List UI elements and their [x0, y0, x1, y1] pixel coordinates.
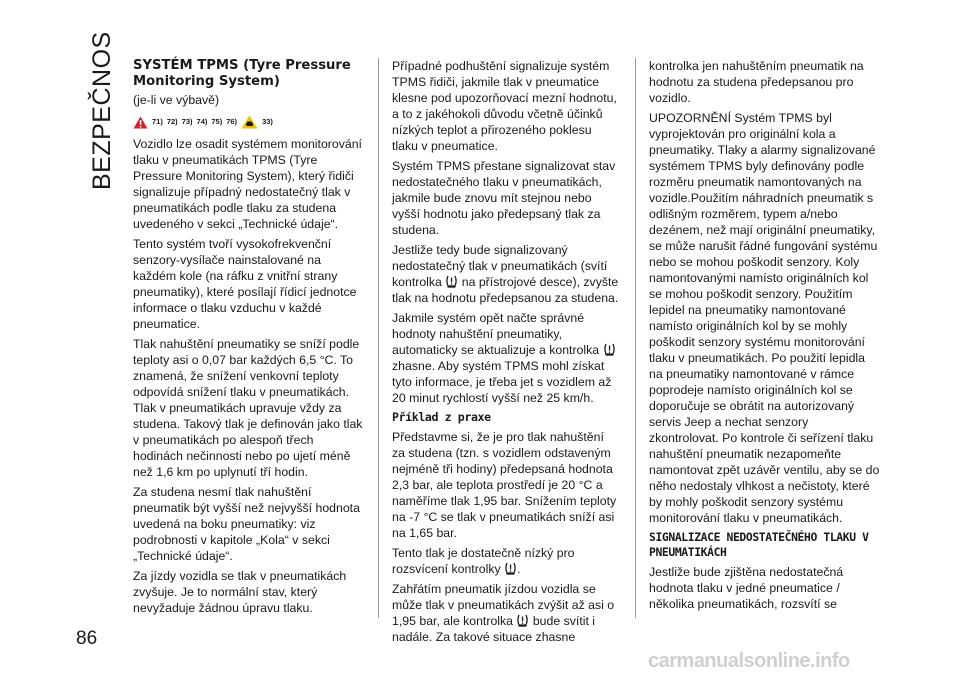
column-3 [649, 58, 881, 616]
reference-number: 73) [181, 117, 193, 126]
column-divider [378, 58, 379, 618]
paragraph-text: Tento tlak je dostatečně nízký pro rozsvícení kontrolky [392, 546, 575, 576]
reference-number: 71) [152, 117, 163, 126]
paragraph: Za jízdy vozidla se tlak v pneumatikách zvyšuje. Je to normální stav, který nevyžaduje žádnou úpravu tlaku. [133, 569, 347, 615]
reference-number: 76) [226, 117, 238, 126]
tpms-warning-icon [516, 613, 529, 627]
warning-paragraph: UPOZORNĚNÍ Systém TPMS byl vyprojektován pro originální kola a pneumatiky. Tlaky a alarmy signalizované systémem TPMS byly definovány podle rozměru pneumatik namontovaných na vozidle.Použitím náhradních pneumatik s odlišným rozměrem, typem a/nebo dezénem, než mají originální pneumatiky, se může narušit řádné fungování systému nebo se mohou poškodit senzory. Koly namontovanými namísto originálních kol se mohou poškodit senzory. Použitím lepidel na pneumatiky namontované namísto originálních kol by se mohly poškodit senzory systému monitorování tlaku v pneumatikách. Po použití lepidla na pneumatiky namontované v rámce poprodeje namísto originálních kol se doporučuje se obrátit na autorizovaný servis Jeep a nechat senzory zkontrolovat. Po kontrole či seřízení tlaku nahuštění pneumatik nezapomeňte namontovat zpět uzávěr ventilu, aby se do něho nedostaly vlhkost a nečistoty, které by mohly poškodit senzory systému monitorování tlaku v pneumatikách. [649, 111, 880, 525]
paragraph: Vozidlo lze osadit systémem monitorování tlaku v pneumatikách TPMS (Tyre Pressure Monitoring System), který řidiči signalizuje případný nedostatečný tlak v pneumatikách podle tlaku za studena uvedeného v sekci „Technické údaje“. [133, 137, 362, 231]
paragraph: Tento systém tvoří vysokofrekvenční senzory-vysílače nainstalované na každém kole (na ráfku z vnitřní strany pneumatiky), které posílají řídicí jednotce informace o tlaku vzduchu v každé pneumatice. [133, 237, 357, 331]
paragraph: Tlak nahuštění pneumatiky se sníží podle teploty asi o 0,07 bar každých 6,5 °C. To znamená, že snížení venkovní teploty odpovídá snížení tlaku v pneumatikách. Tlak v pneumatikách upravuje vždy za studena. Takový tlak je definován jako tlak v pneumatikách po alespoň třech hodinách nečinnosti nebo po ujetí méně než 1,6 km po uplynutí tří hodin. [133, 337, 363, 479]
paragraph: Za studena nesmí tlak nahuštění pneumatik být vyšší než nejvyšší hodnota uvedená na boku pneumatiky: viz podrobnosti v kapitole „Kola“ v sekci „Technické údaje“. [133, 485, 360, 563]
reference-number: 72) [166, 117, 178, 126]
paragraph [392, 581, 620, 645]
reference-number: 74) [196, 117, 208, 126]
tpms-warning-icon [445, 274, 458, 288]
watermark: carmanualsonline.info [648, 650, 850, 672]
warning-triangle-icon [133, 116, 148, 129]
column-divider [635, 58, 636, 618]
side-section-title-text: BEZPEČNOST [88, 32, 116, 190]
paragraph: Případné podhuštění signalizuje systém TPMS řidiči, jakmile tlak v pneumatice klesne pod upozorňovací mezní hodnotu, a to z jakéhokoli důvodu včetně účinků nízkých teplot a přirozeného poklesu tlaku v pneumatice. [392, 59, 617, 153]
paragraph: Představme si, že je pro tlak nahuštění za studena (tzn. s vozidlem odstaveným nejméně tři hodiny) předepsaná hodnota 2,3 bar, ale teplota prostředí je 20 °C a naměříme tlak 1,95 bar. Snížením teploty na -7 °C se tlak v pneumatikách sníží asi na 1,65 bar. [392, 430, 617, 540]
reference-row [133, 114, 363, 130]
tpms-warning-icon [603, 342, 616, 356]
paragraph: kontrolka jen nahuštěním pneumatik na hodnotu za studena předepsanou pro vozidlo. [649, 59, 864, 105]
paragraph-text: . [517, 562, 521, 576]
section-subtitle: (je-li ve výbavě) [133, 93, 220, 107]
paragraph-text: Jakmile systém opět načte správné hodnoty nahuštění pneumatiky, automaticky se aktualizuje a kontrolka [392, 311, 603, 357]
paragraph [392, 310, 620, 406]
reference-number: 75) [211, 117, 223, 126]
side-section-title [74, 32, 122, 192]
paragraph-text: na přístrojové desce), zvyšte tlak na hodnotu předepsanou za studena. [392, 275, 619, 305]
paragraph-text: zhasne. Aby systém TPMS mohl získat tyto informace, je třeba jet s vozidlem až 20 minut rychlostí vyšší než 25 km/h. [392, 359, 612, 405]
subheading: Příklad z praxe [392, 410, 491, 424]
tpms-warning-icon [504, 561, 517, 575]
paragraph-text: bude svítit i nadále. Za takové situace zhasne [392, 614, 596, 644]
paragraph [392, 545, 620, 577]
section-title: SYSTÉM TPMS (Tyre Pressure Monitoring System) [133, 58, 351, 89]
paragraph-text: Zahřátím pneumatik jízdou vozidla se může tlak v pneumatikách zvýšit až asi o 1,95 bar, ale kontrolka [392, 582, 615, 628]
paragraph: Systém TPMS přestane signalizovat stav nedostatečného tlaku v pneumatikách, jakmile bude znovu mít stejnou nebo vyšší hodnotu jako předepsaný tlak za studena. [392, 159, 616, 237]
page-number: 86 [76, 628, 98, 649]
paragraph-text: Jestliže tedy bude signalizovaný nedostatečný tlak v pneumatikách (svítí kontrolka [392, 243, 608, 289]
reference-number: 33) [262, 117, 273, 126]
car-triangle-icon [241, 115, 258, 129]
column-2 [392, 58, 620, 649]
paragraph: Jestliže bude zjištěna nedostatečná hodnota tlaku v jedné pneumatice / několika pneumatikách, rozsvítí se [649, 565, 844, 611]
subheading: SIGNALIZACE NEDOSTATEČNÉHO TLAKU V PNEUMATIKÁCH [649, 530, 869, 559]
paragraph [392, 242, 620, 306]
column-1 [133, 58, 363, 620]
